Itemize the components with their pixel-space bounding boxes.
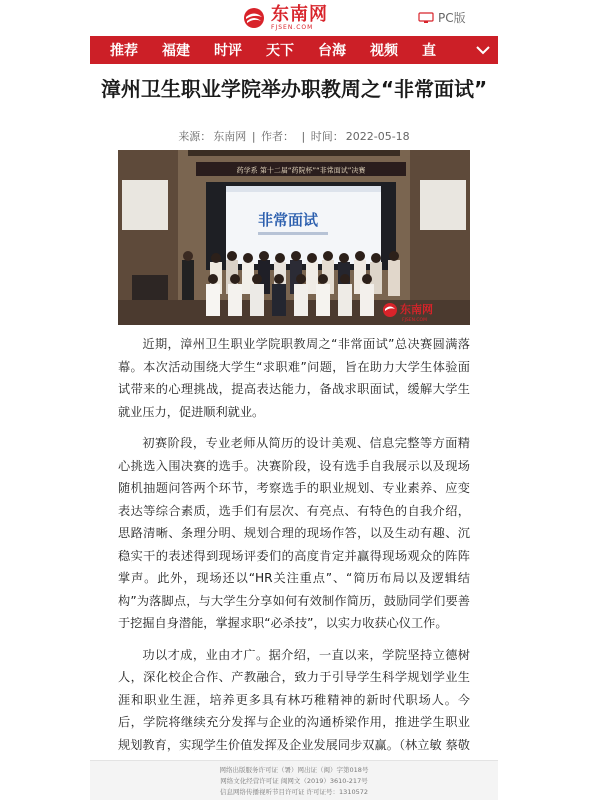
site-logo[interactable]: [240, 5, 360, 31]
nav-item-video[interactable]: 视频: [370, 43, 398, 59]
logo-mark-icon: [240, 7, 268, 29]
article-meta: [90, 128, 498, 144]
photo-banner-text: 药学系 第十二届“药院杯”“非常面试”决赛: [236, 166, 366, 175]
pc-version-link[interactable]: [418, 9, 466, 26]
monitor-icon: [418, 12, 434, 24]
article-paragraph: 功以才成，业由才广。据介绍，一直以来，学院坚持立德树人，深化校企合作、产教融合，致力于引导学生科学规划学业生涯和职业生涯，培养更多具有林巧稚精神的新时代职场人。今后，学院将继续充分发挥与企业的沟通桥梁作用，推进学生职业规划教育，实现学生价值发挥及企业发展同步双赢。（林立敏 蔡敬: [118, 647, 470, 752]
time-value: 2022-05-18: [345, 130, 410, 143]
logo-domain: FJSEN.COM: [271, 23, 314, 31]
time-label: 时间：: [310, 130, 344, 143]
nav-item-commentary[interactable]: 时评: [214, 43, 242, 59]
nav-item-recommend[interactable]: 推荐: [110, 43, 138, 59]
nav-expand-button[interactable]: [468, 36, 498, 64]
meta-divider: |: [301, 130, 306, 143]
chevron-down-icon: [476, 45, 490, 55]
article-paragraph: 近期，漳州卫生职业学院职教周之“非常面试”总决赛圆满落幕。本次活动围绕大学生“求职难”问题，旨在助力大学生体验面试带来的心理挑战，提高表达能力，备战求职面试，缓解大学生就业压力，促进顺利就业。: [118, 337, 470, 419]
watermark-domain: FJSEN.COM: [402, 318, 427, 323]
photo-screen-title: 非常面试: [258, 211, 319, 229]
nav-item-live[interactable]: 直: [422, 43, 436, 59]
site-footer: [90, 760, 498, 800]
author-label: 作者：: [261, 130, 295, 143]
license-line: 网络文化经营许可证 闽网文（2019）3610-217号: [220, 777, 368, 785]
mobile-article-page: [90, 0, 498, 800]
source-value: 东南网: [213, 130, 247, 143]
nav-item-fujian[interactable]: 福建: [162, 43, 190, 59]
license-line: 信息网络传播视听节目许可证 许可证号：1310572: [219, 788, 368, 796]
logo-name: 东南网: [271, 3, 328, 25]
article-body: [118, 333, 470, 788]
meta-divider: |: [251, 130, 256, 143]
article-paragraph: 初赛阶段，专业老师从简历的设计美观、信息完整等方面精心挑选入围决赛的选手。决赛阶段，设有选手自我展示以及现场随机抽题问答两个环节，考察选手的职业规划、专业素养、应变表达等综合素质，选手们有层次、有亮点、有特色的自我介绍，思路清晰、条理分明、规划合理的现场作答，以及生动有趣、沉稳实干的表述得到现场评委们的高度肯定并赢得现场观众的阵阵掌声。此外，现场还以“HR关注重点”、“简历布局以及逻辑结构”为落脚点，与大学生分享如何有效制作简历，鼓励同学们要善于挖掘自身潜能，掌握求职“必杀技”，以实力收获心仪工作。: [118, 436, 470, 630]
article-title: 漳州卫生职业学院举办职教周之“非常面试”: [100, 77, 488, 101]
event-photo-illustration: [118, 150, 470, 325]
source-label: 来源：: [178, 130, 212, 143]
pc-version-label: PC版: [438, 11, 466, 25]
site-header: [90, 0, 498, 36]
nav-item-taiwan-strait[interactable]: 台海: [318, 43, 346, 59]
watermark-text: 东南网: [400, 303, 433, 316]
nav-item-world[interactable]: 天下: [266, 43, 294, 59]
license-line: 网络出版服务许可证（署）网出证（闽）字第018号: [219, 766, 369, 774]
article-photo: [118, 150, 470, 325]
channel-nav: [90, 36, 498, 64]
